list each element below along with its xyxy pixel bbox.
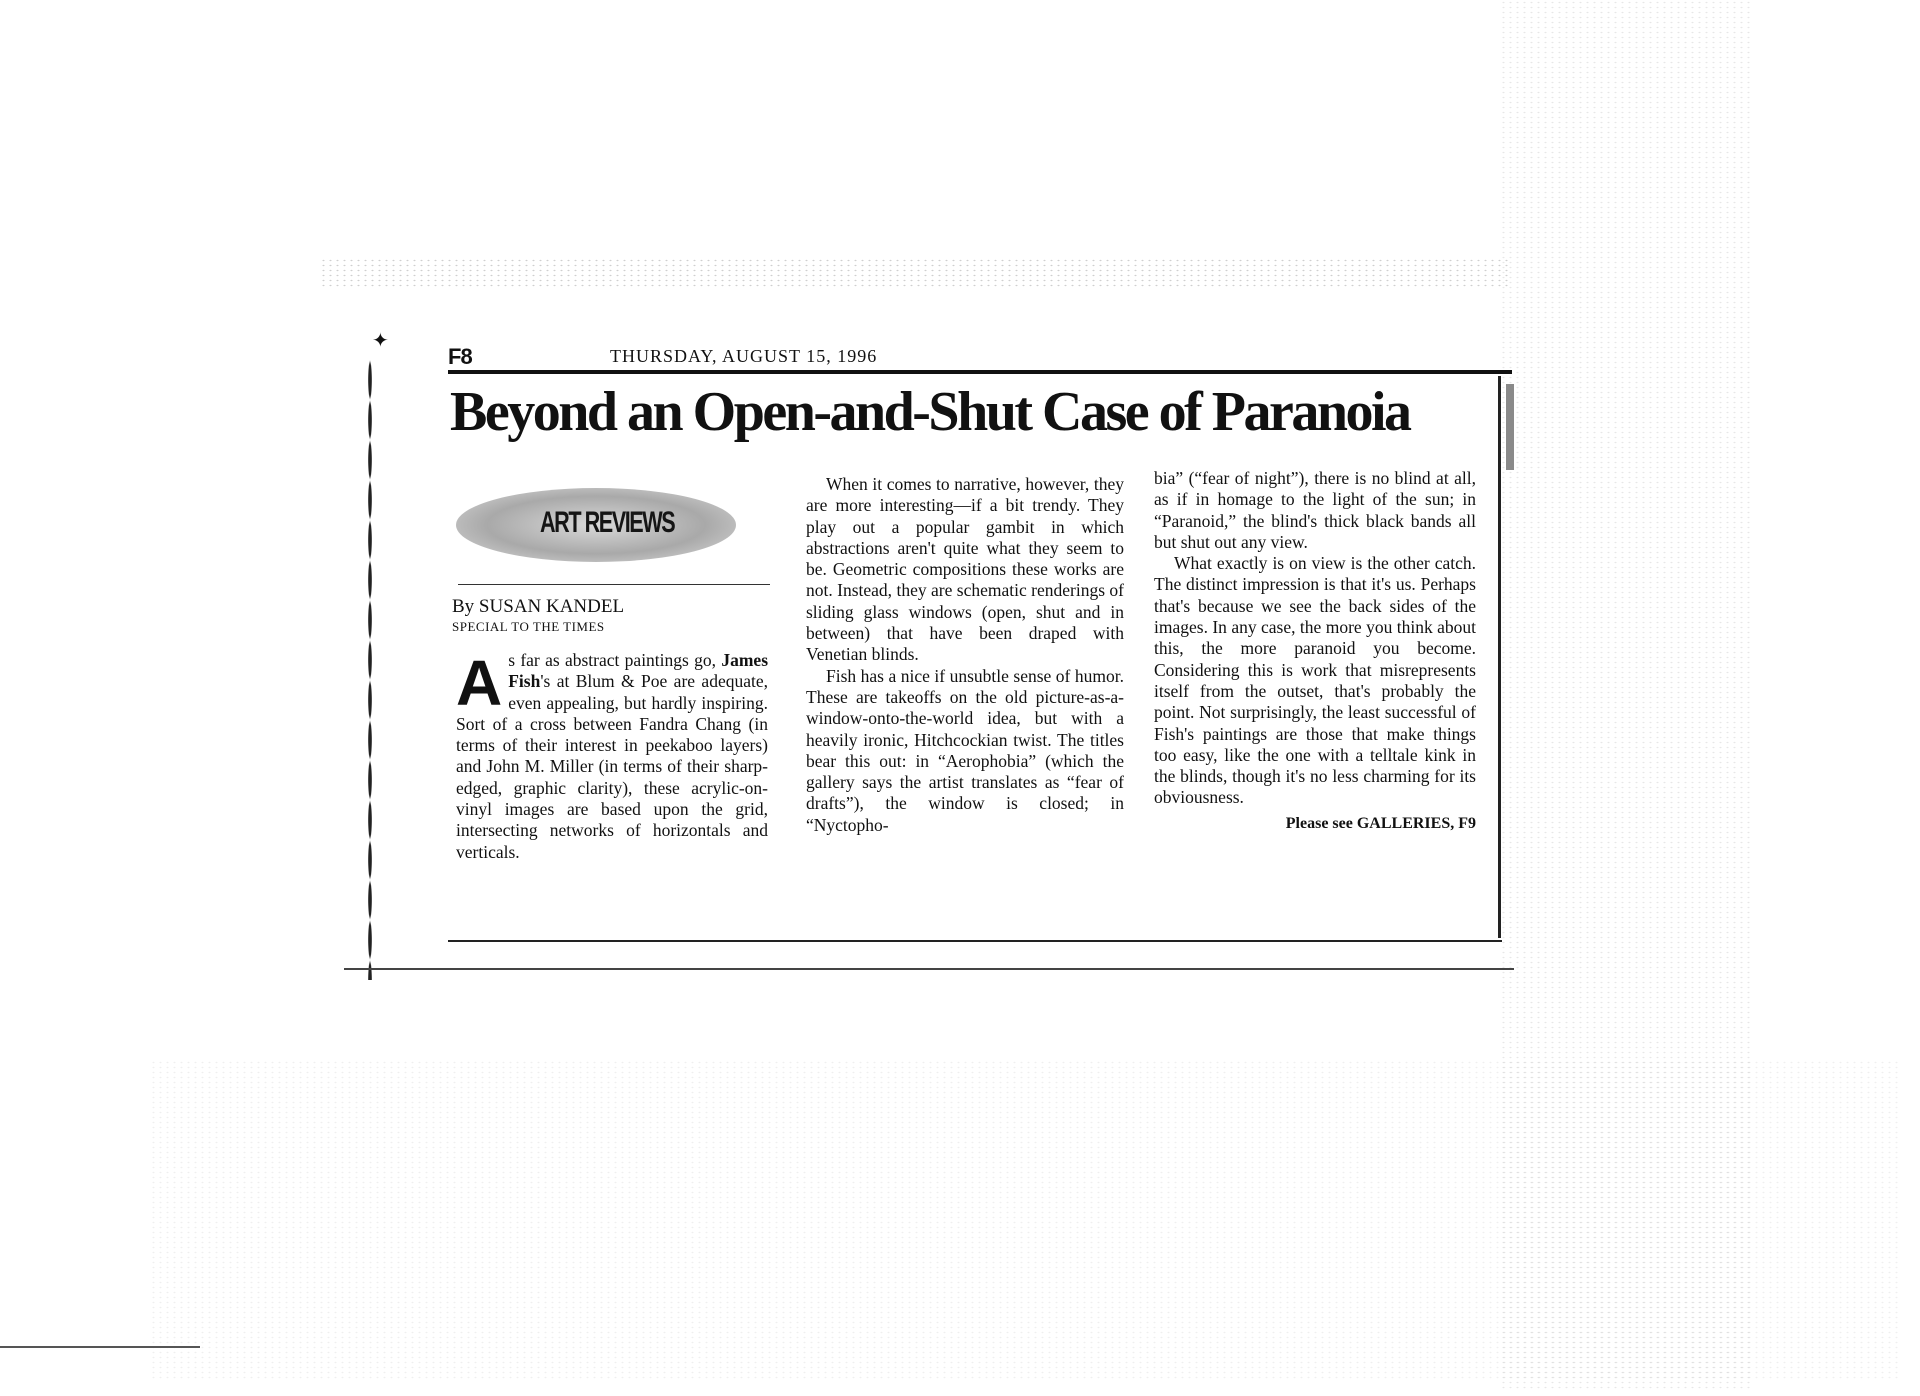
continuation-link[interactable]: Please see GALLERIES, F9	[1285, 814, 1476, 832]
paragraph: What exactly is on view is the other catch. The distinct impression is that it's us. Perhaps that's because we see the back sides of the images. In any case, the more you think about this, the more paranoid you become. Considering this is work that misrepresents itself from the outset, that's probably the point. Not surprisingly, the least successful of Fish's paintings are those that make things too easy, like the one with a telltale kink in the blinds, though it's no less charming for its obviousness.	[1154, 553, 1476, 808]
scan-noise-bottom	[150, 1060, 1900, 1380]
page-header	[448, 340, 1512, 370]
section-badge-label: ART REVIEWS	[540, 506, 675, 539]
article-column-2	[806, 474, 1124, 836]
paragraph: bia” (“fear of night”), there is no blind at all, as if in homage to the light of the sun; in “Paranoid,” the blind's thick black bands all but shut out any view.	[1154, 468, 1476, 552]
publication-date: THURSDAY, AUGUST 15, 1996	[610, 346, 878, 366]
clipping-edge	[344, 968, 1514, 970]
margin-dots	[368, 360, 372, 980]
paragraph: When it comes to narrative, however, they are more interesting—if a bit trendy. They play out a popular gambit in which abstractions aren't quite what they seem to be. Geometric compositions these works are not. Instead, they are schematic renderings of sliding glass windows (open, shut and in between) that have been draped with Venetian blinds.	[806, 474, 1124, 665]
header-rule	[448, 370, 1512, 374]
newspaper-clipping	[448, 340, 1512, 972]
footer-rule	[448, 940, 1502, 942]
paragraph	[456, 647, 768, 863]
right-gray-bar	[1506, 384, 1514, 470]
article-column-3	[1154, 468, 1476, 834]
scan-edge-mark	[0, 1346, 200, 1348]
crosshair-mark: ✦	[372, 328, 389, 352]
paragraph: Fish has a nice if unsubtle sense of humor. These are takeoffs on the old picture-as-a-window-onto-the-world idea, but with a heavily ironic, Hitchcockian twist. The titles bear this out: in “Aerophobia” (which the gallery says the artist translates as “fear of drafts”), the window is closed; in “Nyctopho-	[806, 665, 1124, 835]
scan-noise-top	[320, 258, 1510, 288]
lead-text: s far as abstract paintings go,	[508, 650, 722, 670]
headline: Beyond an Open-and-Shut Case of Paranoia	[450, 381, 1410, 443]
paragraph-text: 's at Blum & Poe are adequate, even appealing, but hardly inspiring. Sort of a cross between Fandra Chang (in terms of their interest in peekaboo layers) and John M. Miller (in terms of their sharp-edged, graphic clarity), these acrylic-on-vinyl images are based upon the grid, intersecting networks of horizontals and verticals.	[456, 671, 768, 862]
right-border	[1498, 376, 1501, 938]
byline: By SUSAN KANDEL	[452, 596, 625, 617]
page-number: F8	[448, 344, 472, 369]
artist-name: James Fish	[508, 650, 768, 692]
drop-cap: A	[456, 647, 503, 719]
article-column-1	[456, 647, 768, 863]
section-badge	[456, 488, 736, 562]
byline-rule	[458, 584, 770, 585]
byline-affiliation: SPECIAL TO THE TIMES	[452, 619, 605, 634]
